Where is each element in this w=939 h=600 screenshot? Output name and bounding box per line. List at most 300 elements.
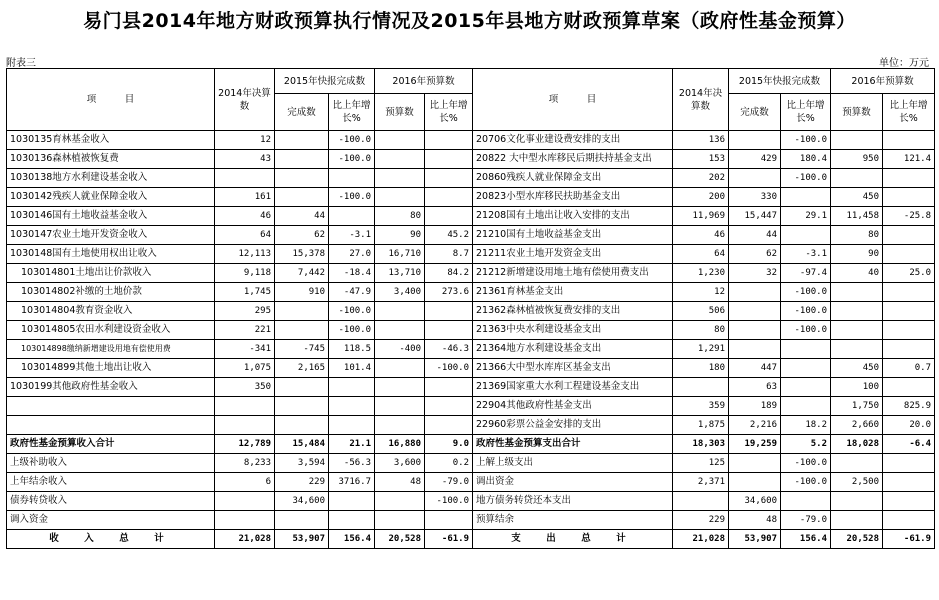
income-value-cell: 15,484 — [275, 435, 329, 454]
expense-item-name: 政府性基金预算支出合计 — [473, 435, 673, 454]
expense-value-cell: 180 — [673, 359, 729, 378]
income-value-cell: -61.9 — [425, 530, 473, 549]
expense-value-cell — [831, 340, 883, 359]
expense-value-cell: 90 — [831, 245, 883, 264]
income-value-cell: 1,075 — [215, 359, 275, 378]
income-value-cell: 8.7 — [425, 245, 473, 264]
expense-value-cell — [781, 340, 831, 359]
income-value-cell — [215, 511, 275, 530]
expense-value-cell: 450 — [831, 188, 883, 207]
income-value-cell: -100.0 — [425, 359, 473, 378]
income-value-cell: 64 — [215, 226, 275, 245]
expense-item-name: 21208国有土地出让收入安排的支出 — [473, 207, 673, 226]
income-value-cell — [329, 169, 375, 188]
income-value-cell: -18.4 — [329, 264, 375, 283]
expense-value-cell — [883, 473, 935, 492]
table-row — [7, 169, 935, 188]
income-value-cell — [425, 207, 473, 226]
expense-value-cell: 12 — [673, 283, 729, 302]
income-value-cell: 350 — [215, 378, 275, 397]
expense-value-cell: 200 — [673, 188, 729, 207]
expense-value-cell: 63 — [729, 378, 781, 397]
expense-value-cell — [729, 131, 781, 150]
income-value-cell — [425, 302, 473, 321]
income-value-cell — [425, 150, 473, 169]
expense-value-cell: 11,969 — [673, 207, 729, 226]
expense-value-cell — [781, 397, 831, 416]
expense-value-cell: 2,500 — [831, 473, 883, 492]
income-value-cell — [329, 511, 375, 530]
expense-value-cell — [831, 454, 883, 473]
income-item-name: 政府性基金预算收入合计 — [7, 435, 215, 454]
expense-value-cell: 2,660 — [831, 416, 883, 435]
income-value-cell: -100.0 — [329, 150, 375, 169]
expense-item-name: 支 出 总 计 — [473, 530, 673, 549]
income-item-name: 103014802补缴的土地价款 — [7, 283, 215, 302]
income-value-cell: 16,710 — [375, 245, 425, 264]
income-value-cell: 3,400 — [375, 283, 425, 302]
expense-value-cell: -100.0 — [781, 321, 831, 340]
income-value-cell: -100.0 — [329, 302, 375, 321]
income-value-cell — [425, 378, 473, 397]
income-value-cell: 161 — [215, 188, 275, 207]
income-value-cell — [275, 302, 329, 321]
expense-value-cell — [831, 283, 883, 302]
expense-value-cell: -97.4 — [781, 264, 831, 283]
income-value-cell — [425, 511, 473, 530]
income-item-name — [7, 397, 215, 416]
income-value-cell — [425, 188, 473, 207]
income-value-cell: 1,745 — [215, 283, 275, 302]
income-value-cell — [275, 416, 329, 435]
income-value-cell: 12 — [215, 131, 275, 150]
table-row — [7, 226, 935, 245]
header-item-left: 项 目 — [7, 69, 215, 131]
expense-value-cell: -100.0 — [781, 302, 831, 321]
expense-item-name: 调出资金 — [473, 473, 673, 492]
income-value-cell — [375, 150, 425, 169]
income-value-cell: 6 — [215, 473, 275, 492]
income-value-cell: 3,600 — [375, 454, 425, 473]
income-value-cell — [275, 169, 329, 188]
expense-value-cell: -100.0 — [781, 169, 831, 188]
expense-value-cell: 506 — [673, 302, 729, 321]
expense-value-cell: 18.2 — [781, 416, 831, 435]
expense-value-cell — [883, 226, 935, 245]
income-item-name: 1030146国有土地收益基金收入 — [7, 207, 215, 226]
income-value-cell: 16,880 — [375, 435, 425, 454]
page-title: 易门县2014年地方财政预算执行情况及2015年县地方财政预算草案（政府性基金预算） — [83, 10, 856, 32]
income-value-cell — [375, 321, 425, 340]
table-row — [7, 530, 935, 549]
expense-value-cell — [883, 245, 935, 264]
income-value-cell — [215, 397, 275, 416]
income-value-cell — [375, 378, 425, 397]
expense-value-cell: 53,907 — [729, 530, 781, 549]
expense-value-cell — [729, 340, 781, 359]
expense-item-name: 21364地方水利建设基金支出 — [473, 340, 673, 359]
table-row — [7, 131, 935, 150]
income-value-cell: 48 — [375, 473, 425, 492]
income-item-name: 103014805农田水利建设资金收入 — [7, 321, 215, 340]
expense-value-cell: -79.0 — [781, 511, 831, 530]
expense-value-cell — [673, 378, 729, 397]
expense-value-cell: 330 — [729, 188, 781, 207]
income-item-name: 103014801土地出让价款收入 — [7, 264, 215, 283]
expense-value-cell: 20.0 — [883, 416, 935, 435]
income-item-name — [7, 416, 215, 435]
income-item-name: 1030147农业土地开发资金收入 — [7, 226, 215, 245]
expense-value-cell: 229 — [673, 511, 729, 530]
expense-item-name: 20860残疾人就业保障金支出 — [473, 169, 673, 188]
expense-value-cell: -25.8 — [883, 207, 935, 226]
expense-value-cell — [883, 188, 935, 207]
expense-value-cell: 2,371 — [673, 473, 729, 492]
income-value-cell — [425, 131, 473, 150]
expense-value-cell — [831, 492, 883, 511]
expense-value-cell — [883, 492, 935, 511]
expense-value-cell: 450 — [831, 359, 883, 378]
expense-value-cell: 62 — [729, 245, 781, 264]
expense-value-cell: -3.1 — [781, 245, 831, 264]
table-row — [7, 435, 935, 454]
expense-value-cell: 950 — [831, 150, 883, 169]
income-item-name: 103014898缴纳新增建设用地有偿使用费 — [7, 340, 215, 359]
income-value-cell: 46 — [215, 207, 275, 226]
header-budget-left: 预算数 — [375, 94, 425, 131]
income-value-cell — [425, 397, 473, 416]
income-item-name: 103014899其他土地出让收入 — [7, 359, 215, 378]
income-value-cell: 34,600 — [275, 492, 329, 511]
unit-label: 单位：万元 — [879, 58, 929, 69]
income-value-cell: 910 — [275, 283, 329, 302]
income-value-cell: 43 — [215, 150, 275, 169]
income-value-cell: 53,907 — [275, 530, 329, 549]
expense-value-cell: 25.0 — [883, 264, 935, 283]
expense-value-cell: 825.9 — [883, 397, 935, 416]
table-row — [7, 207, 935, 226]
income-value-cell: -56.3 — [329, 454, 375, 473]
header-2016-right: 2016年预算数 — [831, 69, 935, 94]
income-value-cell — [329, 492, 375, 511]
income-value-cell: 13,710 — [375, 264, 425, 283]
expense-item-name: 21210国有土地收益基金支出 — [473, 226, 673, 245]
income-value-cell: 12,113 — [215, 245, 275, 264]
expense-item-name: 22960彩票公益金安排的支出 — [473, 416, 673, 435]
expense-value-cell: 1,875 — [673, 416, 729, 435]
expense-value-cell: -100.0 — [781, 283, 831, 302]
income-value-cell — [375, 302, 425, 321]
income-value-cell: 20,528 — [375, 530, 425, 549]
expense-value-cell — [781, 226, 831, 245]
income-value-cell: -79.0 — [425, 473, 473, 492]
expense-value-cell — [883, 131, 935, 150]
expense-value-cell: 18,028 — [831, 435, 883, 454]
expense-item-name: 22904其他政府性基金支出 — [473, 397, 673, 416]
expense-item-name: 21211农业土地开发资金支出 — [473, 245, 673, 264]
expense-value-cell: 2,216 — [729, 416, 781, 435]
income-value-cell: 3,594 — [275, 454, 329, 473]
expense-value-cell: 153 — [673, 150, 729, 169]
expense-value-cell: 19,259 — [729, 435, 781, 454]
expense-value-cell: 1,750 — [831, 397, 883, 416]
table-row — [7, 416, 935, 435]
income-value-cell — [215, 416, 275, 435]
income-value-cell — [275, 131, 329, 150]
income-value-cell — [275, 321, 329, 340]
income-value-cell — [425, 416, 473, 435]
income-value-cell: -400 — [375, 340, 425, 359]
income-value-cell: -100.0 — [329, 321, 375, 340]
expense-value-cell — [831, 169, 883, 188]
income-value-cell: 229 — [275, 473, 329, 492]
header-done-right: 完成数 — [729, 94, 781, 131]
expense-value-cell: 20,528 — [831, 530, 883, 549]
header-2015-left: 2015年快报完成数 — [275, 69, 375, 94]
expense-value-cell — [781, 492, 831, 511]
header-budget-right: 预算数 — [831, 94, 883, 131]
header-done-left: 完成数 — [275, 94, 329, 131]
expense-value-cell: 32 — [729, 264, 781, 283]
expense-item-name: 21212新增建设用地土地有偿使用费支出 — [473, 264, 673, 283]
income-item-name: 收 入 总 计 — [7, 530, 215, 549]
table-row — [7, 473, 935, 492]
income-value-cell: 273.6 — [425, 283, 473, 302]
expense-value-cell — [883, 321, 935, 340]
income-item-name: 103014804教育资金收入 — [7, 302, 215, 321]
header-2016-left: 2016年预算数 — [375, 69, 473, 94]
expense-value-cell: 80 — [673, 321, 729, 340]
income-item-name: 调入资金 — [7, 511, 215, 530]
expense-value-cell — [781, 188, 831, 207]
expense-item-name: 21363中央水利建设基金支出 — [473, 321, 673, 340]
expense-value-cell — [831, 131, 883, 150]
income-value-cell — [329, 378, 375, 397]
income-value-cell: 221 — [215, 321, 275, 340]
income-value-cell: 156.4 — [329, 530, 375, 549]
header-item-right: 项 目 — [473, 69, 673, 131]
income-value-cell: -100.0 — [329, 131, 375, 150]
expense-value-cell — [831, 302, 883, 321]
expense-value-cell — [883, 169, 935, 188]
expense-value-cell: 359 — [673, 397, 729, 416]
income-value-cell — [215, 492, 275, 511]
expense-value-cell: -6.4 — [883, 435, 935, 454]
expense-value-cell — [729, 283, 781, 302]
income-value-cell: -100.0 — [425, 492, 473, 511]
income-item-name: 上级补助收入 — [7, 454, 215, 473]
expense-value-cell — [831, 511, 883, 530]
expense-value-cell: -100.0 — [781, 473, 831, 492]
income-value-cell — [375, 131, 425, 150]
income-item-name: 上年结余收入 — [7, 473, 215, 492]
income-value-cell: -3.1 — [329, 226, 375, 245]
income-value-cell — [275, 150, 329, 169]
expense-value-cell: 189 — [729, 397, 781, 416]
income-value-cell — [375, 188, 425, 207]
income-value-cell — [275, 397, 329, 416]
income-value-cell — [375, 416, 425, 435]
income-value-cell — [329, 416, 375, 435]
expense-value-cell: 34,600 — [729, 492, 781, 511]
income-value-cell: 12,789 — [215, 435, 275, 454]
income-value-cell — [375, 359, 425, 378]
expense-value-cell: 1,291 — [673, 340, 729, 359]
expense-value-cell — [883, 511, 935, 530]
table-row — [7, 340, 935, 359]
header-2015-right: 2015年快报完成数 — [729, 69, 831, 94]
expense-value-cell: 429 — [729, 150, 781, 169]
expense-value-cell: 21,028 — [673, 530, 729, 549]
table-body — [7, 131, 935, 549]
income-value-cell: -341 — [215, 340, 275, 359]
expense-item-name: 地方债务转贷还本支出 — [473, 492, 673, 511]
table-row — [7, 511, 935, 530]
table-row — [7, 264, 935, 283]
income-value-cell: 0.2 — [425, 454, 473, 473]
income-value-cell — [329, 397, 375, 416]
table-row — [7, 188, 935, 207]
income-item-name: 债券转贷收入 — [7, 492, 215, 511]
income-item-name: 1030138地方水利建设基金收入 — [7, 169, 215, 188]
expense-value-cell — [883, 378, 935, 397]
expense-item-name: 20822 大中型水库移民后期扶持基金支出 — [473, 150, 673, 169]
expense-value-cell — [729, 454, 781, 473]
expense-value-cell: 64 — [673, 245, 729, 264]
expense-value-cell: 5.2 — [781, 435, 831, 454]
expense-value-cell — [883, 454, 935, 473]
expense-value-cell: 80 — [831, 226, 883, 245]
income-value-cell — [375, 492, 425, 511]
header-growth-left: 比上年增长% — [329, 94, 375, 131]
header-2014-right: 2014年决算数 — [673, 69, 729, 131]
expense-value-cell: 202 — [673, 169, 729, 188]
income-value-cell: -46.3 — [425, 340, 473, 359]
income-value-cell: -47.9 — [329, 283, 375, 302]
expense-item-name: 21362森林植被恢复费安排的支出 — [473, 302, 673, 321]
income-value-cell — [425, 321, 473, 340]
table-row — [7, 302, 935, 321]
table-row — [7, 359, 935, 378]
table-row — [7, 150, 935, 169]
expense-value-cell: 29.1 — [781, 207, 831, 226]
income-value-cell — [375, 511, 425, 530]
header-2014-left: 2014年决算数 — [215, 69, 275, 131]
income-value-cell — [275, 511, 329, 530]
budget-table — [6, 68, 935, 549]
income-value-cell: 7,442 — [275, 264, 329, 283]
income-value-cell: 80 — [375, 207, 425, 226]
income-value-cell: 15,378 — [275, 245, 329, 264]
income-value-cell: 295 — [215, 302, 275, 321]
expense-value-cell — [729, 473, 781, 492]
expense-value-cell: 156.4 — [781, 530, 831, 549]
income-value-cell: -745 — [275, 340, 329, 359]
income-value-cell — [275, 378, 329, 397]
income-value-cell: 2,165 — [275, 359, 329, 378]
income-item-name: 1030136森林植被恢复费 — [7, 150, 215, 169]
expense-value-cell: 100 — [831, 378, 883, 397]
table-row — [7, 378, 935, 397]
income-value-cell: 62 — [275, 226, 329, 245]
income-value-cell: 21.1 — [329, 435, 375, 454]
expense-value-cell: 180.4 — [781, 150, 831, 169]
expense-value-cell: 121.4 — [883, 150, 935, 169]
expense-value-cell: 136 — [673, 131, 729, 150]
expense-value-cell — [729, 302, 781, 321]
expense-value-cell: 48 — [729, 511, 781, 530]
table-row — [7, 492, 935, 511]
income-value-cell: 118.5 — [329, 340, 375, 359]
expense-value-cell: 447 — [729, 359, 781, 378]
header-growth-right: 比上年增长% — [781, 94, 831, 131]
table-row — [7, 283, 935, 302]
expense-value-cell — [673, 492, 729, 511]
income-item-name: 1030199其他政府性基金收入 — [7, 378, 215, 397]
income-value-cell — [425, 169, 473, 188]
expense-value-cell — [831, 321, 883, 340]
income-value-cell — [215, 169, 275, 188]
income-item-name: 1030148国有土地使用权出让收入 — [7, 245, 215, 264]
table-row — [7, 245, 935, 264]
expense-value-cell: 44 — [729, 226, 781, 245]
expense-value-cell — [781, 378, 831, 397]
income-value-cell — [375, 397, 425, 416]
expense-value-cell: 125 — [673, 454, 729, 473]
expense-item-name: 20706文化事业建设费安排的支出 — [473, 131, 673, 150]
income-value-cell: -100.0 — [329, 188, 375, 207]
expense-value-cell — [729, 169, 781, 188]
expense-item-name: 20823小型水库移民扶助基金支出 — [473, 188, 673, 207]
expense-value-cell: -100.0 — [781, 131, 831, 150]
expense-value-cell — [781, 359, 831, 378]
header-row-1 — [7, 69, 935, 94]
table-row — [7, 397, 935, 416]
income-value-cell — [375, 169, 425, 188]
expense-value-cell — [883, 302, 935, 321]
expense-value-cell: 0.7 — [883, 359, 935, 378]
expense-value-cell — [729, 321, 781, 340]
expense-item-name: 21366大中型水库库区基金支出 — [473, 359, 673, 378]
income-item-name: 1030135育林基金收入 — [7, 131, 215, 150]
expense-value-cell: 18,303 — [673, 435, 729, 454]
expense-value-cell: 1,230 — [673, 264, 729, 283]
income-value-cell: 45.2 — [425, 226, 473, 245]
expense-item-name: 21369国家重大水利工程建设基金支出 — [473, 378, 673, 397]
income-value-cell — [329, 207, 375, 226]
expense-value-cell: 46 — [673, 226, 729, 245]
income-value-cell: 27.0 — [329, 245, 375, 264]
expense-value-cell — [883, 283, 935, 302]
table-row — [7, 454, 935, 473]
expense-item-name: 上解上级支出 — [473, 454, 673, 473]
annex-label: 附表三 — [6, 58, 36, 69]
expense-value-cell: 11,458 — [831, 207, 883, 226]
income-value-cell: 90 — [375, 226, 425, 245]
expense-item-name: 21361育林基金支出 — [473, 283, 673, 302]
expense-item-name: 预算结余 — [473, 511, 673, 530]
expense-value-cell: 40 — [831, 264, 883, 283]
income-value-cell: 101.4 — [329, 359, 375, 378]
expense-value-cell: -61.9 — [883, 530, 935, 549]
expense-value-cell: -100.0 — [781, 454, 831, 473]
header-growth2-left: 比上年增长% — [425, 94, 473, 131]
income-value-cell: 3716.7 — [329, 473, 375, 492]
expense-value-cell: 15,447 — [729, 207, 781, 226]
income-item-name: 1030142残疾人就业保障金收入 — [7, 188, 215, 207]
header-growth2-right: 比上年增长% — [883, 94, 935, 131]
income-value-cell — [275, 188, 329, 207]
